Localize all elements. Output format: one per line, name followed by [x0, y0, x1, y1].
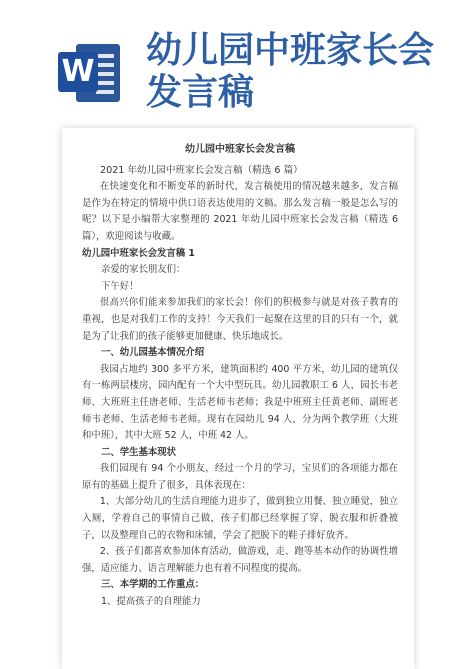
part3-title: 三、本学期的工作重点：	[101, 579, 205, 591]
document-heading: 幼儿园中班家长会发言稿	[185, 144, 295, 155]
document-subheading: 2021 年幼儿园中班家长会发言稿（精选 6 篇）	[100, 164, 303, 176]
document-page	[62, 128, 414, 669]
word-document-icon	[58, 40, 120, 106]
part1-title: 一、幼儿园基本情况介绍	[101, 347, 205, 359]
welcome-paragraph: 很高兴你们能来参加我们的家长会！你们的积极参与就是对孩子教育的重视，也是对我们工作的支持！今天我们一起聚在这里的目的只有一个，就是为了让我们的孩子能够更加健康、快乐地成长。	[82, 297, 398, 342]
header	[0, 0, 474, 118]
greeting-afternoon: 下午好！	[101, 280, 139, 292]
word-badge: W	[58, 52, 98, 92]
intro-paragraph: 在快速变化和不断变革的新时代，发言稿使用的情况越来越多，发言稿是作为在特定的情境中供口语表达使用的文稿。那么发言稿一般是怎么写的呢？以下是小编帮大家整理的 2021 年幼儿园中班家长会发言稿（精选 6 篇），欢迎阅读与收藏。	[82, 181, 398, 242]
part2-title: 二、学生基本现状	[101, 446, 177, 458]
list-item: 2、孩子们都喜欢参加体育活动，做游戏，走、跑等基本动作的协调性增强，适应能力、语言理解能力也有着不同程度的提高。	[82, 546, 398, 574]
list-item: 1、提高孩子的自理能力	[101, 596, 201, 608]
section-title: 幼儿园中班家长会发言稿 1	[82, 247, 195, 259]
greeting: 亲爱的家长朋友们：	[101, 264, 186, 276]
page-title: 幼儿园中班家长会发言稿	[146, 30, 435, 113]
part2-paragraph: 我们园现有 94 个小朋友，经过一个月的学习，宝贝们的各项能力都在原有的基础上提升了很多，具体表现在：	[82, 463, 398, 491]
document-body	[82, 142, 398, 611]
part1-paragraph: 我园占地约 300 多平方米，建筑面积约 400 平方米，幼儿园的建筑仅有一栋两层楼房，园内配有一个大中型玩具。幼儿园教职工 6 人，园长韦老师、大班班主任唐老师、生活老师韦老师；我是中班班主任黄老师、副班老师韦老师、生活老师韦老师。现有在园幼儿 94 人，分为两个教学班（大班和中班），其中大班 52 人，中班 42 人。	[82, 363, 398, 442]
list-item: 1、大部分幼儿的生活自理能力进步了，做到独立用餐、独立睡觉，独立入厕，学着自己的事情自己做，孩子们都已经掌握了穿、脱衣服和折叠被子，以及整理自己的衣物和床铺，学会了把脱下的鞋子排好放齐。	[82, 496, 398, 541]
